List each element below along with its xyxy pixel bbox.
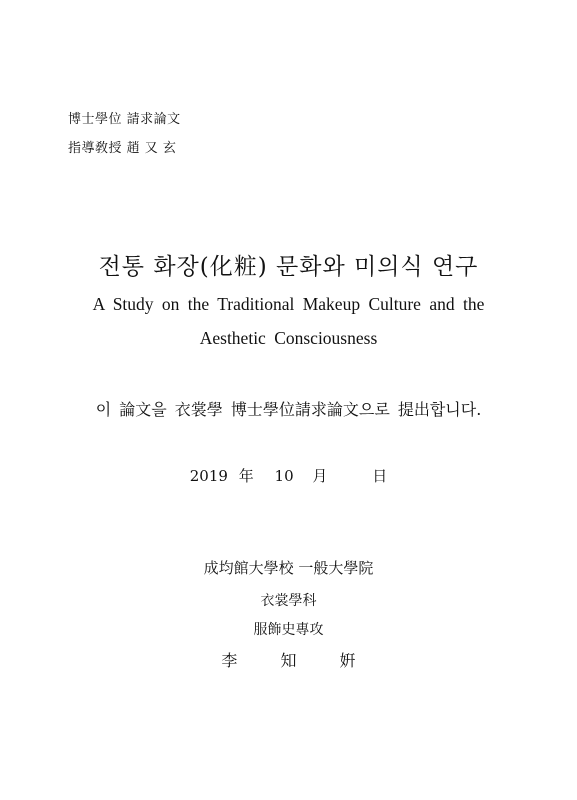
submission-statement: 이 論文을 衣裳學 博士學位請求論文으로 提出합니다. — [95, 400, 482, 419]
date-day-char: 日 — [372, 467, 388, 485]
major-line: 服飾史專攻 — [253, 622, 324, 638]
date-month: 10 — [274, 467, 294, 485]
university-line: 成均館大學校 一般大學院 — [203, 559, 374, 577]
author-name — [0, 648, 577, 671]
date-month-char: 月 — [312, 467, 328, 485]
degree-line: 博士學位 請求論文 — [68, 112, 181, 127]
korean-title: 전통 화장(化粧) 문화와 미의식 연구 — [98, 254, 479, 280]
author-char-1: 李 — [221, 651, 238, 670]
advisor-line: 指導敎授 趙 又 玄 — [68, 141, 177, 156]
english-title-line-1: A Study on the Traditional Makeup Culture and the — [92, 294, 485, 314]
author-char-2: 知 — [280, 651, 297, 670]
department-line: 衣裳學科 — [260, 593, 317, 609]
submission-date — [0, 465, 577, 486]
date-year: 2019 — [189, 467, 228, 485]
date-year-char: 年 — [238, 467, 254, 485]
english-title-line-2: Aesthetic Consciousness — [199, 328, 378, 348]
author-char-3: 姸 — [339, 651, 356, 670]
